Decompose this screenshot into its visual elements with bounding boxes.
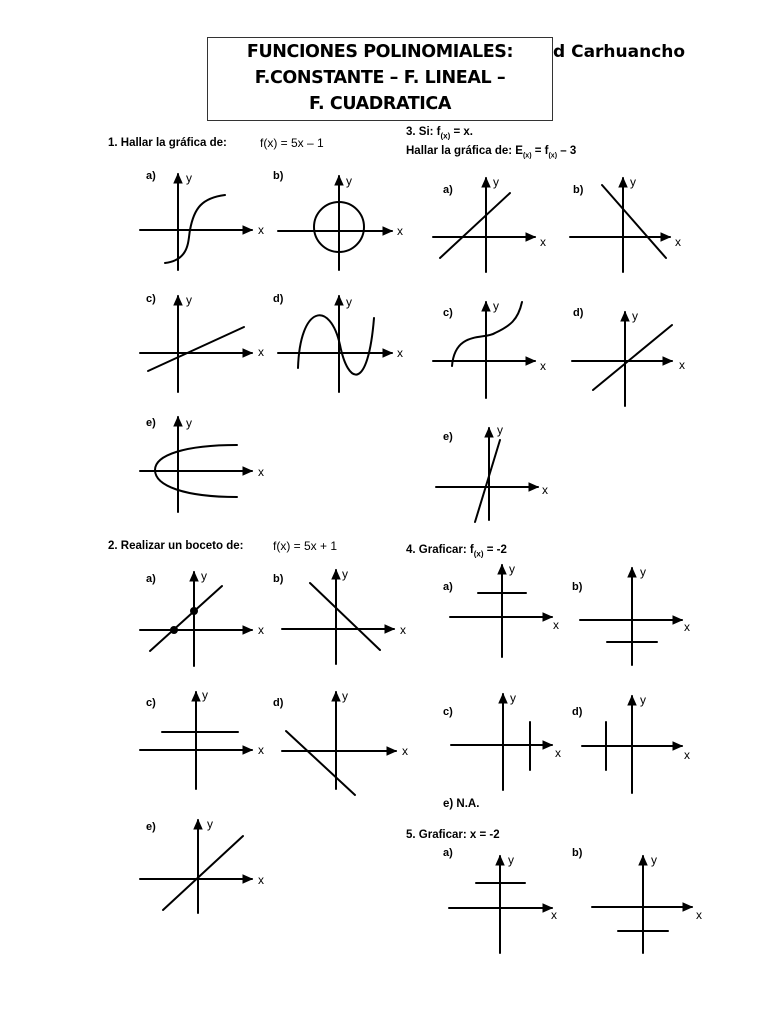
q4d-graph bbox=[582, 693, 690, 793]
y-axis-label: y bbox=[346, 295, 352, 309]
y-axis-label: y bbox=[510, 691, 516, 705]
x-axis-label: x bbox=[258, 465, 264, 479]
x-axis-label: x bbox=[402, 744, 408, 758]
q1d-graph bbox=[278, 295, 403, 392]
y-axis-label: y bbox=[186, 171, 192, 185]
q3c-graph bbox=[433, 299, 546, 398]
q2-option-e: e) bbox=[146, 821, 156, 833]
q3b-graph bbox=[570, 175, 681, 272]
q4c-graph bbox=[451, 691, 561, 790]
y-axis-label: y bbox=[342, 689, 348, 703]
y-axis-label: y bbox=[342, 567, 348, 581]
q2b-graph bbox=[282, 567, 406, 664]
q1c-graph bbox=[140, 293, 264, 392]
title-line-3: F. CUADRATICA bbox=[308, 94, 451, 114]
q2-option-c: c) bbox=[146, 697, 156, 709]
y-axis-label: y bbox=[497, 423, 503, 437]
q2-label: 2. Realizar un boceto de: bbox=[108, 540, 244, 552]
x-axis-label: x bbox=[258, 223, 264, 237]
x-axis-label: x bbox=[555, 746, 561, 760]
title-line-2: F.CONSTANTE – F. LINEAL – bbox=[254, 68, 506, 88]
y-axis-label: y bbox=[640, 565, 646, 579]
y-axis-label: y bbox=[651, 853, 657, 867]
y-axis-label: y bbox=[202, 688, 208, 702]
q5b-graph bbox=[592, 853, 702, 953]
y-axis-label: y bbox=[207, 817, 213, 831]
y-axis-label: y bbox=[186, 416, 192, 430]
q5a-graph bbox=[449, 853, 557, 953]
q2a-graph bbox=[140, 569, 264, 666]
x-axis-label: x bbox=[540, 359, 546, 373]
q4-option-c: c) bbox=[443, 706, 453, 718]
x-axis-label: x bbox=[397, 224, 403, 238]
x-axis-label: x bbox=[258, 345, 264, 359]
x-axis-label: x bbox=[258, 623, 264, 637]
title-line-1: FUNCIONES POLINOMIALES: bbox=[246, 42, 514, 62]
q5-option-b: b) bbox=[572, 847, 583, 859]
q4-option-d: d) bbox=[572, 706, 583, 718]
x-axis-label: x bbox=[551, 908, 557, 922]
q1-option-c: c) bbox=[146, 293, 156, 305]
x-axis-label: x bbox=[696, 908, 702, 922]
q4b-graph bbox=[580, 565, 690, 665]
x-axis-label: x bbox=[684, 748, 690, 762]
q2-option-d: d) bbox=[273, 697, 284, 709]
y-axis-label: y bbox=[201, 569, 207, 583]
y-axis-label: y bbox=[632, 309, 638, 323]
q1-option-b: b) bbox=[273, 170, 284, 182]
x-axis-label: x bbox=[540, 235, 546, 249]
q4-option-b: b) bbox=[572, 581, 583, 593]
x-axis-label: x bbox=[400, 623, 406, 637]
x-axis-label: x bbox=[679, 358, 685, 372]
q5-option-a: a) bbox=[443, 847, 453, 859]
q3e-graph bbox=[436, 423, 548, 522]
x-axis-label: x bbox=[675, 235, 681, 249]
q2-option-b: b) bbox=[273, 573, 284, 585]
q3-line2: Hallar la gráfica de: $E_{(x)} = f_{(x)} - 3$ bbox=[406, 145, 577, 160]
q4-label: 4. Graficar: $f_{(x)} = -2$ bbox=[406, 544, 507, 559]
q1e-graph bbox=[140, 416, 264, 512]
y-axis-label: y bbox=[346, 174, 352, 188]
q3-option-e: e) bbox=[443, 431, 453, 443]
q1-label: 1. Hallar la gráfica de: bbox=[108, 137, 227, 149]
y-axis-label: y bbox=[630, 175, 636, 189]
q3d-graph bbox=[572, 309, 685, 406]
q4a-graph bbox=[450, 562, 559, 657]
x-axis-label: x bbox=[542, 483, 548, 497]
q4-option-e: e) N.A. bbox=[443, 798, 480, 810]
x-axis-label: x bbox=[258, 873, 264, 887]
q1b-graph bbox=[278, 174, 403, 270]
q3-option-b: b) bbox=[573, 184, 584, 196]
y-axis-label: y bbox=[508, 853, 514, 867]
y-axis-label: y bbox=[640, 693, 646, 707]
author-name-fragment: d Carhuancho bbox=[553, 42, 686, 62]
q1-option-d: d) bbox=[273, 293, 284, 305]
q3-option-a: a) bbox=[443, 184, 453, 196]
q3a-graph bbox=[433, 175, 546, 272]
q5-label: 5. Graficar: x = -2 bbox=[406, 829, 500, 841]
y-axis-label: y bbox=[509, 562, 515, 576]
x-axis-label: x bbox=[258, 743, 264, 757]
q3-option-d: d) bbox=[573, 307, 584, 319]
q1a-graph bbox=[140, 171, 264, 270]
q1-formula: f(x) = 5x – 1 bbox=[260, 136, 324, 150]
y-axis-label: y bbox=[186, 293, 192, 307]
q4-option-a: a) bbox=[443, 581, 453, 593]
q2d-graph bbox=[282, 689, 408, 795]
x-axis-label: x bbox=[397, 346, 403, 360]
x-axis-label: x bbox=[684, 620, 690, 634]
y-axis-label: y bbox=[493, 175, 499, 189]
q1-option-e: e) bbox=[146, 417, 156, 429]
q3-label: 3. Si: $f_{(x)} = x$. bbox=[406, 126, 473, 141]
q2-formula: f(x) = 5x + 1 bbox=[273, 539, 338, 553]
q2e-graph bbox=[140, 817, 264, 913]
q3-option-c: c) bbox=[443, 307, 453, 319]
q2-option-a: a) bbox=[146, 573, 156, 585]
x-axis-label: x bbox=[553, 618, 559, 632]
q1-option-a: a) bbox=[146, 170, 156, 182]
y-axis-label: y bbox=[493, 299, 499, 313]
q2c-graph bbox=[140, 688, 264, 789]
